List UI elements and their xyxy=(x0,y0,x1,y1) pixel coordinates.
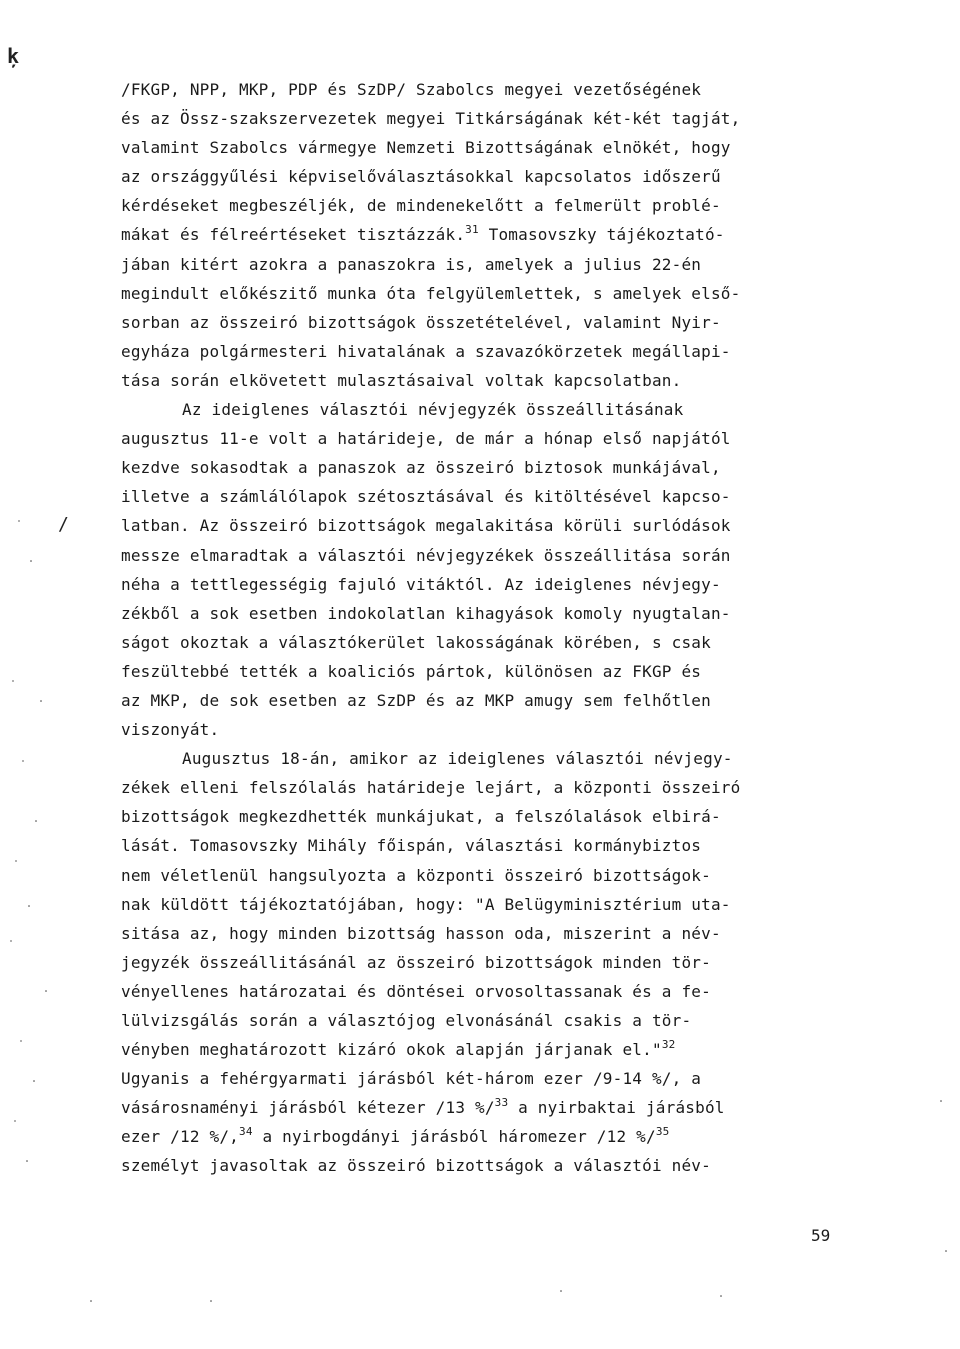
page-number: 59 xyxy=(811,1226,831,1245)
body-text xyxy=(121,75,881,1181)
text-line-content: Augusztus 18-án, amikor az ideiglenes választói névjegy- xyxy=(182,749,733,769)
text-line-content: vásárosnaményi járásból kétezer /13 %/ xyxy=(121,1098,495,1118)
text-line-content: zékből a sok esetben indokolatlan kihagyások komoly nyugtalan- xyxy=(121,603,731,623)
text-line xyxy=(121,744,881,773)
scan-speck xyxy=(14,1120,16,1122)
text-line-content: néha a tettlegességig fajuló vitáktól. Az ideiglenes névjegy- xyxy=(121,574,721,594)
text-line xyxy=(121,279,881,308)
text-line-content: mákat és félreértéseket tisztázzák. xyxy=(121,225,466,245)
footnote-reference: 32 xyxy=(661,1038,676,1052)
text-line xyxy=(121,337,881,366)
footnote-reference: 31 xyxy=(465,223,479,237)
text-line-content: Ugyanis a fehérgyarmati járásból két-három ezer /9-14 %/, a xyxy=(121,1069,702,1089)
text-line xyxy=(121,1093,881,1122)
footnote-reference: 34 xyxy=(239,1125,253,1139)
scan-speck xyxy=(33,1080,35,1082)
text-line xyxy=(121,890,881,919)
text-line-content: illetve a számlálólapok szétosztásával és kitöltésével kapcso- xyxy=(121,487,731,507)
scan-speck xyxy=(210,1300,212,1302)
text-line-content: személyt javasoltak az összeiró bizottságok a választói név- xyxy=(121,1156,711,1176)
text-line-content: az MKP, de sok esetben az SzDP és az MKP amugy sem felhőtlen xyxy=(121,690,711,710)
text-line-content: Az ideiglenes választói névjegyzék összeállitásának xyxy=(182,400,684,420)
scan-speck xyxy=(12,680,14,682)
margin-mark-top: ķ xyxy=(7,44,20,68)
text-line-content: vényben meghatározott kizáró okok alapján járjanak el." xyxy=(121,1040,662,1060)
text-line xyxy=(121,628,881,657)
text-line xyxy=(121,1006,881,1035)
text-line xyxy=(121,162,881,191)
text-line xyxy=(121,686,881,715)
text-line xyxy=(121,977,881,1006)
text-line xyxy=(121,599,881,628)
scan-speck xyxy=(28,905,30,907)
text-line-content: feszültebbé tették a koaliciós pártok, különösen az FKGP és xyxy=(121,661,702,681)
text-line-content: ezer /12 %/, xyxy=(121,1127,239,1147)
scan-speck xyxy=(560,1290,562,1292)
text-line xyxy=(121,104,881,133)
scan-speck xyxy=(90,1300,92,1302)
scan-speck xyxy=(45,990,47,992)
text-line-content: lülvizsgálás során a választójog elvonásánál csakis a tör- xyxy=(121,1011,692,1030)
text-line-content: tása során elkövetett mulasztásaival voltak kapcsolatban. xyxy=(121,370,682,390)
scan-speck xyxy=(18,520,20,522)
text-line xyxy=(121,1151,881,1180)
text-line xyxy=(121,511,881,540)
text-line-continuation: Tomasovszky tájékoztató- xyxy=(478,225,725,245)
scan-speck xyxy=(40,700,42,702)
text-line-content: viszonyát. xyxy=(121,720,220,740)
text-line xyxy=(121,191,881,220)
scan-speck xyxy=(35,820,37,822)
text-line xyxy=(121,424,881,453)
text-line-content: nem véletlenül hangsulyozta a központi összeiró bizottságok- xyxy=(121,865,711,885)
text-line xyxy=(121,482,881,511)
text-line xyxy=(121,861,881,890)
text-line xyxy=(121,831,881,860)
text-line xyxy=(121,570,881,599)
text-line xyxy=(121,657,881,686)
scan-speck xyxy=(720,1295,722,1297)
text-line xyxy=(121,308,881,337)
text-line xyxy=(121,715,881,744)
margin-mark-middle: / xyxy=(58,514,69,535)
text-line-content: zékek elleni felszólalás határideje lejárt, a központi összeiró xyxy=(121,778,741,798)
text-line-content: bizottságok megkezdhették munkájukat, a felszólalások elbirá- xyxy=(121,807,721,827)
text-line-content: kezdve sokasodtak a panaszok az összeiró biztosok munkájával, xyxy=(121,458,721,478)
text-line-content: kérdéseket megbeszéljék, de mindenekelőtt a felmerült problé- xyxy=(121,196,721,216)
text-line xyxy=(121,773,881,802)
scan-speck xyxy=(26,1160,28,1162)
text-line xyxy=(121,133,881,162)
scan-speck xyxy=(15,860,17,862)
text-line-content: sorban az összeiró bizottságok összetételével, valamint Nyir- xyxy=(121,312,721,332)
text-line xyxy=(121,802,881,831)
footnote-reference: 33 xyxy=(494,1096,509,1110)
text-line-content: ságot okoztak a választókerület lakosságának körében, s csak xyxy=(121,632,711,652)
text-line-content: valamint Szabolcs vármegye Nemzeti Bizottságának elnökét, hogy xyxy=(121,138,731,158)
scan-speck xyxy=(940,1100,942,1102)
text-line xyxy=(121,75,881,104)
text-line-content: nak küldött tájékoztatójában, hogy: "A Belügyminisztérium uta- xyxy=(121,894,731,914)
scan-speck xyxy=(22,760,24,762)
text-line-continuation: a nyirbogdányi járásból háromezer /12 %/ xyxy=(252,1127,656,1147)
text-line xyxy=(121,366,881,395)
text-line xyxy=(121,1035,881,1064)
text-line-content: egyháza polgármesteri hivatalának a szavazókörzetek megállapi- xyxy=(121,341,731,361)
text-line xyxy=(121,948,881,977)
text-line xyxy=(121,541,881,570)
footnote-reference: 35 xyxy=(655,1125,670,1139)
scan-speck xyxy=(945,1250,947,1252)
text-line-content: messze elmaradtak a választói névjegyzékek összeállitása során xyxy=(121,545,731,565)
scan-speck xyxy=(10,940,12,942)
text-line-content: jában kitért azokra a panaszokra is, amelyek a julius 22-én xyxy=(121,254,702,274)
text-line xyxy=(121,1122,881,1151)
text-line xyxy=(121,220,881,249)
text-line-content: lását. Tomasovszky Mihály főispán, választási kormánybiztos xyxy=(121,836,702,856)
text-line-content: latban. Az összeiró bizottságok megalakitása körüli surlódások xyxy=(121,516,731,536)
text-line-continuation: a nyirbaktai járásból xyxy=(508,1098,725,1118)
text-line-content: /FKGP, NPP, MKP, PDP és SzDP/ Szabolcs megyei vezetőségének xyxy=(121,80,702,99)
text-line-content: augusztus 11-e volt a határideje, de már a hónap első napjától xyxy=(121,429,731,449)
text-line-content: és az Össz-szakszervezetek megyei Titkárságának két-két tagját, xyxy=(121,109,741,129)
scan-speck xyxy=(20,1040,22,1042)
scan-speck xyxy=(30,560,32,562)
text-line-content: az országgyűlési képviselőválasztásokkal kapcsolatos időszerű xyxy=(121,167,721,187)
text-line xyxy=(121,250,881,279)
text-line-content: megindult előkészitő munka óta felgyülemlettek, s amelyek első- xyxy=(121,283,741,303)
text-line-content: sitása az, hogy minden bizottság hasson oda, miszerint a név- xyxy=(121,923,721,943)
text-line-content: jegyzék összeállitásánál az összeiró bizottságok minden tör- xyxy=(121,952,711,972)
text-line xyxy=(121,919,881,948)
text-line-content: vényellenes határozatai és döntései orvosoltassanak és a fe- xyxy=(121,981,711,1001)
text-line xyxy=(121,395,881,424)
text-line xyxy=(121,453,881,482)
text-line xyxy=(121,1064,881,1093)
